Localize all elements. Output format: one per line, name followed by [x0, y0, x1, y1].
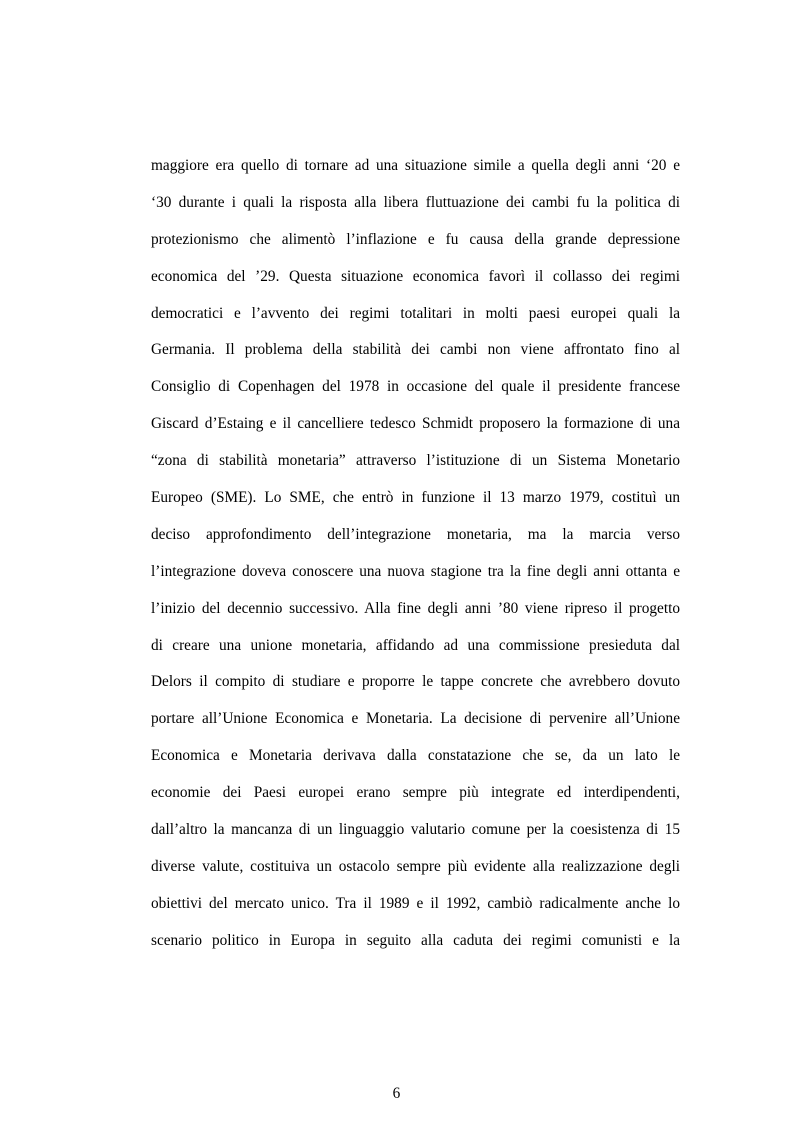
page-number: 6	[392, 1085, 401, 1102]
text-line: scenario politico in Europa in seguito alla caduta dei regimi comunisti e la	[151, 931, 680, 949]
text-line: obiettivi del mercato unico. Tra il 1989 e il 1992, cambiò radicalmente anche lo	[151, 894, 680, 912]
text-line: Consiglio di Copenhagen del 1978 in occasione del quale il presidente francese	[151, 378, 680, 396]
text-line: deciso approfondimento dell’integrazione monetaria, ma la marcia verso	[151, 525, 680, 543]
text-line: diverse valute, costituiva un ostacolo sempre più evidente alla realizzazione degli	[151, 857, 680, 875]
text-line: Germania. Il problema della stabilità dei cambi non viene affrontato fino al	[151, 341, 680, 359]
text-line: dall’altro la mancanza di un linguaggio valutario comune per la coesistenza di 15	[151, 821, 680, 839]
text-line: protezionismo che alimentò l’inflazione e fu causa della grande depressione	[151, 230, 680, 248]
text-line: Economica e Monetaria derivava dalla constatazione che se, da un lato le	[151, 747, 680, 765]
text-line: Giscard d’Estaing e il cancelliere tedesco Schmidt proposero la formazione di una	[151, 415, 680, 433]
text-line: l’inizio del decennio successivo. Alla fine degli anni ’80 viene ripreso il progetto	[151, 599, 680, 617]
text-line: di creare una unione monetaria, affidando ad una commissione presieduta dal	[151, 636, 680, 654]
text-line: economica del ’29. Questa situazione economica favorì il collasso dei regimi	[151, 267, 680, 285]
text-line: democratici e l’avvento dei regimi totalitari in molti paesi europei quali la	[151, 304, 680, 322]
text-line: maggiore era quello di tornare ad una situazione simile a quella degli anni ‘20 e	[151, 157, 680, 174]
body-paragraph	[151, 148, 680, 960]
text-line: “zona di stabilità monetaria” attraverso l’istituzione di un Sistema Monetario	[151, 452, 680, 470]
text-line: Delors il compito di studiare e proporre le tappe concrete che avrebbero dovuto	[151, 673, 680, 691]
text-line: ‘30 durante i quali la risposta alla libera fluttuazione dei cambi fu la politica di	[151, 193, 680, 211]
text-line: portare all’Unione Economica e Monetaria. La decisione di pervenire all’Unione	[151, 710, 680, 728]
text-line: l’integrazione doveva conoscere una nuova stagione tra la fine degli anni ottanta e	[151, 562, 680, 580]
text-line: economie dei Paesi europei erano sempre più integrate ed interdipendenti,	[151, 784, 680, 802]
text-line: Europeo (SME). Lo SME, che entrò in funzione il 13 marzo 1979, costituì un	[151, 489, 680, 507]
